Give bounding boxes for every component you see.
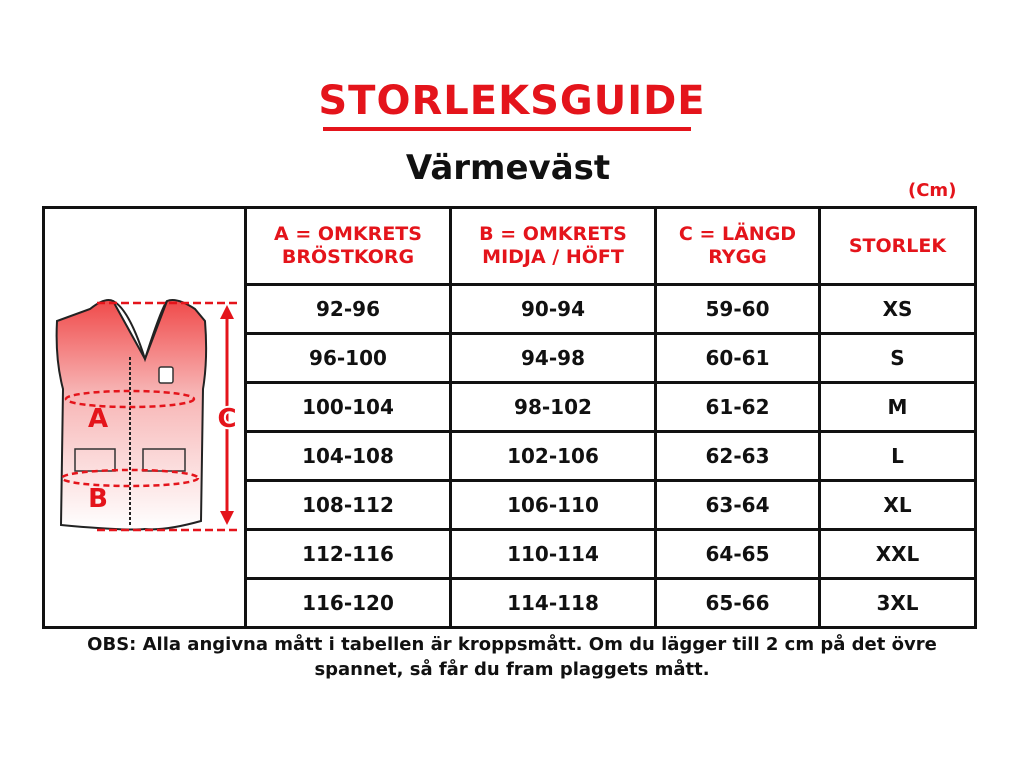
header-waist: B = OMKRETS MIDJA / HÖFT: [451, 208, 656, 285]
header-chest: A = OMKRETS BRÖSTKORG: [246, 208, 451, 285]
vest-diagram: [45, 209, 247, 622]
length-arrow-down: [220, 511, 234, 525]
chest-value: 112-116: [246, 530, 451, 579]
size-value: S: [820, 334, 976, 383]
vest-diagram-cell: [44, 208, 246, 628]
page-title: STORLEKSGUIDE: [318, 78, 706, 124]
title-underline: [323, 127, 691, 131]
table-header-row: [44, 208, 976, 285]
unit-label: (Cm): [908, 180, 957, 201]
waist-value: 110-114: [451, 530, 656, 579]
chest-value: 116-120: [246, 579, 451, 628]
header-back-length: C = LÄNGD RYGG: [656, 208, 820, 285]
waist-value: 98-102: [451, 383, 656, 432]
measurement-note: OBS: Alla angivna mått i tabellen är kroppsmått. Om du lägger till 2 cm på det övre spannet, så får du fram plaggets mått.: [87, 634, 937, 681]
size-value: 3XL: [820, 579, 976, 628]
size-table: [42, 206, 977, 629]
size-value: XXL: [820, 530, 976, 579]
size-value: L: [820, 432, 976, 481]
chest-value: 104-108: [246, 432, 451, 481]
chest-value: 100-104: [246, 383, 451, 432]
chest-value: 108-112: [246, 481, 451, 530]
waist-value: 90-94: [451, 285, 656, 334]
product-name: Värmeväst: [405, 148, 611, 188]
size-value: XL: [820, 481, 976, 530]
size-value: XS: [820, 285, 976, 334]
length-arrow-up: [220, 305, 234, 319]
waist-value: 106-110: [451, 481, 656, 530]
label-b: B: [88, 484, 108, 514]
waist-value: 114-118: [451, 579, 656, 628]
length-value: 65-66: [656, 579, 820, 628]
waist-value: 94-98: [451, 334, 656, 383]
length-value: 59-60: [656, 285, 820, 334]
length-value: 62-63: [656, 432, 820, 481]
vest-body: [57, 300, 207, 530]
header-size: STORLEK: [820, 208, 976, 285]
length-value: 63-64: [656, 481, 820, 530]
chest-value: 92-96: [246, 285, 451, 334]
chest-value: 96-100: [246, 334, 451, 383]
length-value: 61-62: [656, 383, 820, 432]
heating-control-badge: [159, 367, 173, 383]
label-a: A: [87, 404, 109, 434]
length-value: 60-61: [656, 334, 820, 383]
length-value: 64-65: [656, 530, 820, 579]
waist-value: 102-106: [451, 432, 656, 481]
size-value: M: [820, 383, 976, 432]
label-c: C: [217, 404, 237, 434]
